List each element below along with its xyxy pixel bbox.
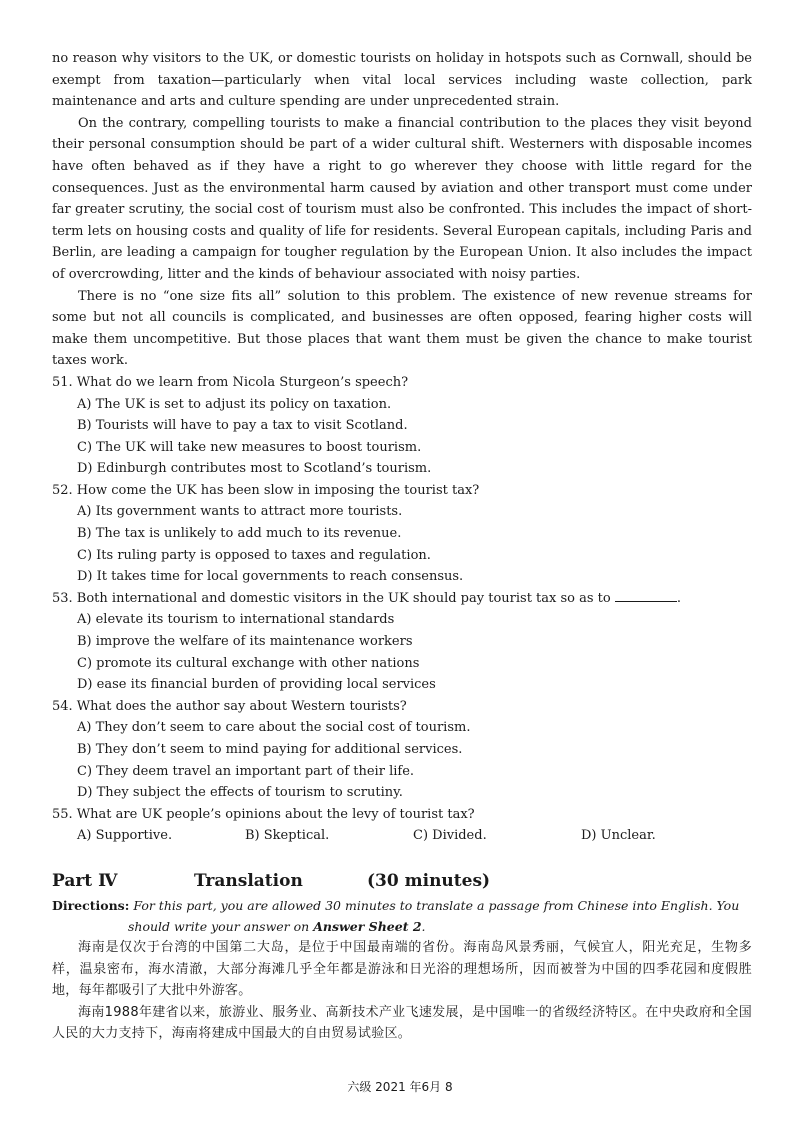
option-d: D) Unclear.: [581, 828, 656, 844]
option-a: A) The UK is set to adjust its policy on taxation.: [77, 396, 392, 412]
question-52: [52, 480, 752, 588]
chinese-paragraph-1: 海南是仅次于台湾的中国第二大岛，是位于中国最南端的省份。海南岛风景秀丽，气候宜人，阳光充足，生物多样，温泉密布，海水清澈，大部分海滩几乎全年都是游泳和日光浴的理想场所，因而被誉为中国的四季花园和度假胜地，每年都吸引了大批中外游客。: [52, 939, 752, 999]
option-a: A) elevate its tourism to international standards: [77, 612, 395, 628]
option-a: A) Its government wants to attract more tourists.: [77, 504, 403, 520]
option-c: C) The UK will take new measures to boost tourism.: [77, 439, 422, 455]
option-d: D) It takes time for local governments to reach consensus.: [77, 569, 464, 585]
exam-page: [52, 48, 752, 1045]
options-row: [77, 825, 752, 847]
option-b: B) Tourists will have to pay a tax to visit Scotland.: [77, 418, 408, 434]
passage-paragraph-1: no reason why visitors to the UK, or domestic tourists on holiday in hotspots such as Cornwall, should be exempt from taxation—particularly when vital local services including waste collection, park maintenance and arts and culture spending are under unprecedented strain.: [52, 51, 752, 110]
directions-label: Directions:: [52, 897, 130, 913]
directions: [52, 895, 752, 937]
option-a: A) They don’t seem to care about the social cost of tourism.: [77, 720, 471, 736]
option-b: B) They don’t seem to mind paying for additional services.: [77, 742, 463, 757]
option-b: B) Skeptical.: [245, 828, 330, 844]
question-54: [52, 696, 752, 804]
option-c: C) Divided.: [413, 828, 487, 844]
passage-paragraph-3: There is no “one size fits all” solution to this problem. The existence of new revenue streams for some but not all councils is complicated, and businesses are often opposed, fearing higher costs will make them uncompetitive. But those places that want them must be given the chance to make tourist taxes work.: [52, 288, 752, 369]
question-stem-line: [52, 588, 752, 610]
directions-text-line-2: [52, 916, 752, 937]
directions-text-2c: .: [421, 918, 426, 934]
question-stem: 53. Both international and domestic visitors in the UK should pay tourist tax so as to: [52, 590, 611, 606]
chinese-paragraph-2: 海南1988年建省以来，旅游业、服务业、高新技术产业飞速发展，是中国唯一的省级经济特区。在中央政府和全国人民的大力支持下，海南将建成中国最大的自由贸易试验区。: [52, 1004, 752, 1042]
question-stem: 54. What does the author say about Western tourists?: [52, 698, 407, 714]
option-b: B) improve the welfare of its maintenance workers: [77, 634, 413, 650]
part-heading: [52, 869, 752, 893]
part-time: (30 minutes): [367, 870, 491, 891]
option-a: A) Supportive.: [77, 828, 173, 844]
answer-blank: [615, 589, 677, 602]
option-c: C) Its ruling party is opposed to taxes and regulation.: [77, 547, 431, 563]
part-title: Translation: [194, 870, 303, 891]
option-d: D) ease its financial burden of providing local services: [77, 677, 436, 693]
part-label: Part Ⅳ: [52, 870, 118, 891]
answer-sheet-ref: Answer Sheet 2: [313, 918, 422, 934]
question-stem: 55. What are UK people’s opinions about the levy of tourist tax?: [52, 806, 475, 822]
question-stem: 52. How come the UK has been slow in imposing the tourist tax?: [52, 482, 480, 498]
option-d: D) Edinburgh contributes most to Scotland’s tourism.: [77, 461, 432, 477]
question-55: [52, 804, 752, 847]
question-53: [52, 588, 752, 696]
passage-paragraph-2: On the contrary, compelling tourists to make a financial contribution to the places they visit beyond their personal consumption should be part of a wider cultural shift. Westerners with disposable incomes have often behaved as if they have a right to go wherever they choose with little regard for the consequences. Just as the environmental harm caused by aviation and other transport must come under far greater scrutiny, the social cost of tourism must also be confronted. This includes the impact of short-term lets on housing costs and quality of life for residents. Several European capitals, including Paris and Berlin, are leading a campaign for tougher regulation by the European Union. It also includes the impact of overcrowding, litter and the kinds of behaviour associated with noisy parties.: [52, 115, 752, 282]
directions-text-2a: should write your answer on: [128, 918, 310, 934]
question-stem: 51. What do we learn from Nicola Sturgeon’s speech?: [52, 374, 409, 390]
option-d: D) They subject the effects of tourism to scrutiny.: [77, 785, 403, 801]
option-b: B) The tax is unlikely to add much to its revenue.: [77, 526, 402, 542]
option-c: C) promote its cultural exchange with other nations: [77, 655, 420, 671]
stem-end: .: [676, 590, 682, 606]
option-c: C) They deem travel an important part of their life.: [77, 763, 415, 779]
question-51: [52, 372, 752, 480]
directions-text: For this part, you are allowed 30 minutes to translate a passage from Chinese into English. You: [133, 897, 740, 913]
page-footer: 六级 2021 年6月 8: [347, 1080, 453, 1094]
